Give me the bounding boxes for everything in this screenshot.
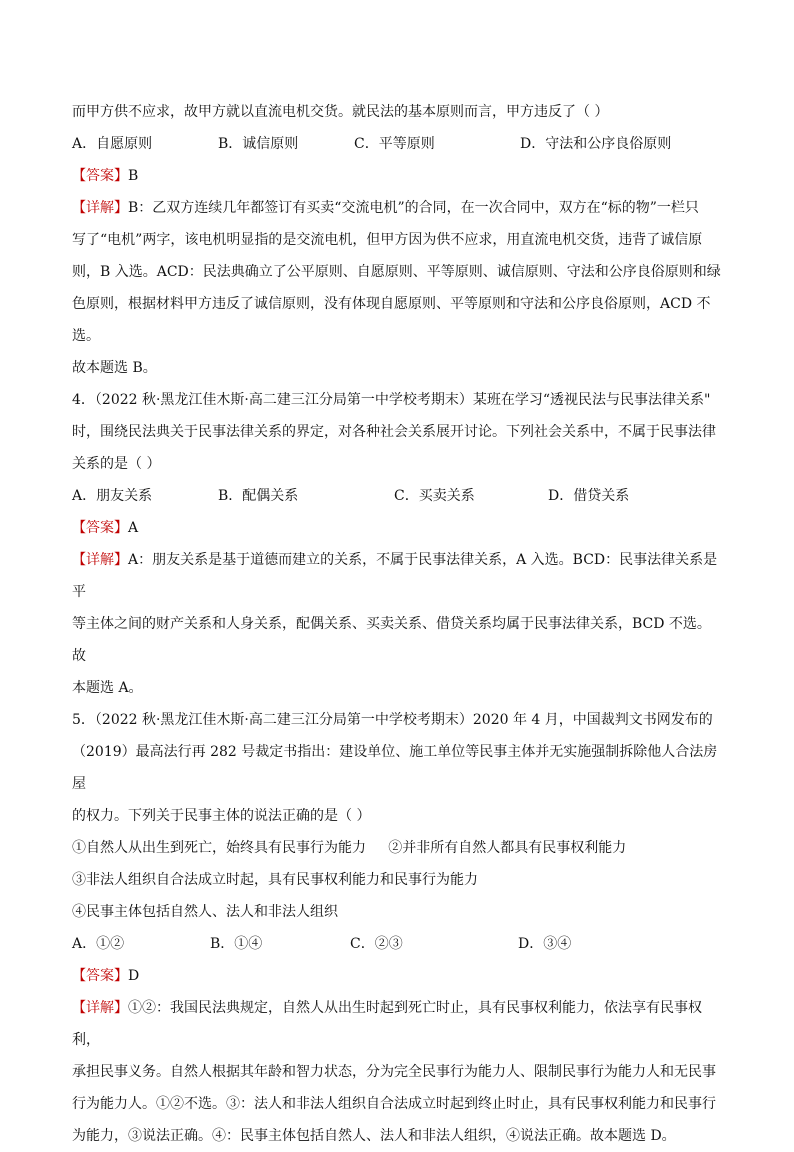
q5-stem: [72, 704, 724, 832]
q3-option-a: A．自愿原则: [72, 136, 153, 152]
q4-options: [72, 480, 724, 512]
q5-option-d: D．③④: [518, 936, 572, 952]
stem-line: 5．（2022 秋·黑龙江佳木斯·高二建三江分局第一中学校考期末）2020 年 4 月，中国裁判文书网发布的: [72, 712, 713, 728]
q3-option-d: D．守法和公序良俗原则: [520, 136, 672, 152]
stem-line: 的权力。下列关于民事主体的说法正确的是（ ）: [72, 808, 371, 824]
detail-label: 【详解】: [72, 1000, 128, 1016]
detail-line: B：乙双方连续几年都签订有买卖“交流电机”的合同，在一次合同中，双方在“标的物”一栏只: [128, 200, 699, 216]
q4-stem: [72, 384, 724, 480]
q3-detail: [72, 192, 724, 384]
detail-line: 故本题选 B。: [72, 360, 157, 376]
q4-option-b: B．配偶关系: [218, 488, 299, 504]
q5-options: [72, 928, 724, 960]
detail-line: 色原则，根据材料甲方违反了诚信原则，没有体现自愿原则、平等原则和守法和公序良俗原则，ACD 不选。: [72, 296, 711, 344]
answer-value: B: [128, 168, 139, 184]
stem-line: 4．（2022 秋·黑龙江佳木斯·高二建三江分局第一中学校考期末）某班在学习“透视民法与民事法律关系": [72, 392, 711, 408]
q3-option-c: C．平等原则: [354, 136, 435, 152]
answer-label: 【答案】: [72, 520, 128, 536]
q3-option-b: B．诚信原则: [218, 136, 299, 152]
detail-line: 则，B 入选。ACD：民法典确立了公平原则、自愿原则、平等原则、诚信原则、守法和公序良俗原则和绿: [72, 264, 721, 280]
stem-line: 时，围绕民法典关于民事法律关系的界定，对各种社会关系展开讨论。下列社会关系中，不属于民事法律: [72, 424, 716, 440]
answer-label: 【答案】: [72, 968, 128, 984]
answer-value: A: [128, 520, 139, 536]
detail-label: 【详解】: [72, 200, 128, 216]
detail-line: 本题选 A。: [72, 680, 143, 696]
q5-statements: [72, 832, 724, 928]
document-page: [72, 96, 724, 1152]
q5-option-a: A．①②: [72, 936, 125, 952]
answer-label: 【答案】: [72, 168, 128, 184]
detail-line: 写了“电机”两字，该电机明显指的是交流电机，但甲方因为供不应求，用直流电机交货，违背了诚信原: [72, 232, 703, 248]
answer-value: D: [128, 968, 140, 984]
detail-line: 等主体之间的财产关系和人身关系，配偶关系、买卖关系、借贷关系均属于民事法律关系，BCD 不选。故: [72, 616, 711, 664]
detail-line: 为能力，③说法正确。④：民事主体包括自然人、法人和非法人组织，④说法正确。故本题选 D。: [72, 1128, 676, 1144]
statement-line: ①自然人从出生到死亡，始终具有民事行为能力 ②并非所有自然人都具有民事权利能力: [72, 840, 627, 856]
q3-options: [72, 128, 724, 160]
stem-line: （2019）最高法行再 282 号裁定书指出：建设单位、施工单位等民事主体并无实施强制拆除他人合法房屋: [72, 744, 718, 792]
q4-option-d: D．借贷关系: [548, 488, 630, 504]
q3-answer: [72, 160, 724, 192]
q4-option-c: C．买卖关系: [394, 488, 475, 504]
detail-line: ①②：我国民法典规定，自然人从出生时起到死亡时止，具有民事权利能力，依法享有民事权利，: [72, 1000, 702, 1048]
q5-answer: [72, 960, 724, 992]
q3-stem-tail: 而甲方供不应求，故甲方就以直流电机交货。就民法的基本原则而言，甲方违反了（ ）: [72, 104, 609, 120]
stem-line: 关系的是（ ）: [72, 456, 161, 472]
detail-line: 承担民事义务。自然人根据其年龄和智力状态，分为完全民事行为能力人、限制民事行为能力人和无民事: [72, 1064, 716, 1080]
detail-line: A：朋友关系是基于道德而建立的关系，不属于民事法律关系，A 入选。BCD：民事法律关系是平: [72, 552, 718, 600]
q5-option-b: B．①④: [210, 936, 263, 952]
q5-option-c: C．②③: [350, 936, 403, 952]
statement-line: ③非法人组织自合法成立时起，具有民事权利能力和民事行为能力: [72, 872, 478, 888]
statement-line: ④民事主体包括自然人、法人和非法人组织: [72, 904, 338, 920]
detail-label: 【详解】: [72, 552, 128, 568]
q4-detail: [72, 544, 724, 704]
q4-option-a: A．朋友关系: [72, 488, 153, 504]
q5-detail: [72, 992, 724, 1152]
detail-line: 行为能力人。①②不选。③：法人和非法人组织自合法成立时起到终止时止，具有民事权利能力和民事行: [72, 1096, 716, 1112]
q4-answer: [72, 512, 724, 544]
